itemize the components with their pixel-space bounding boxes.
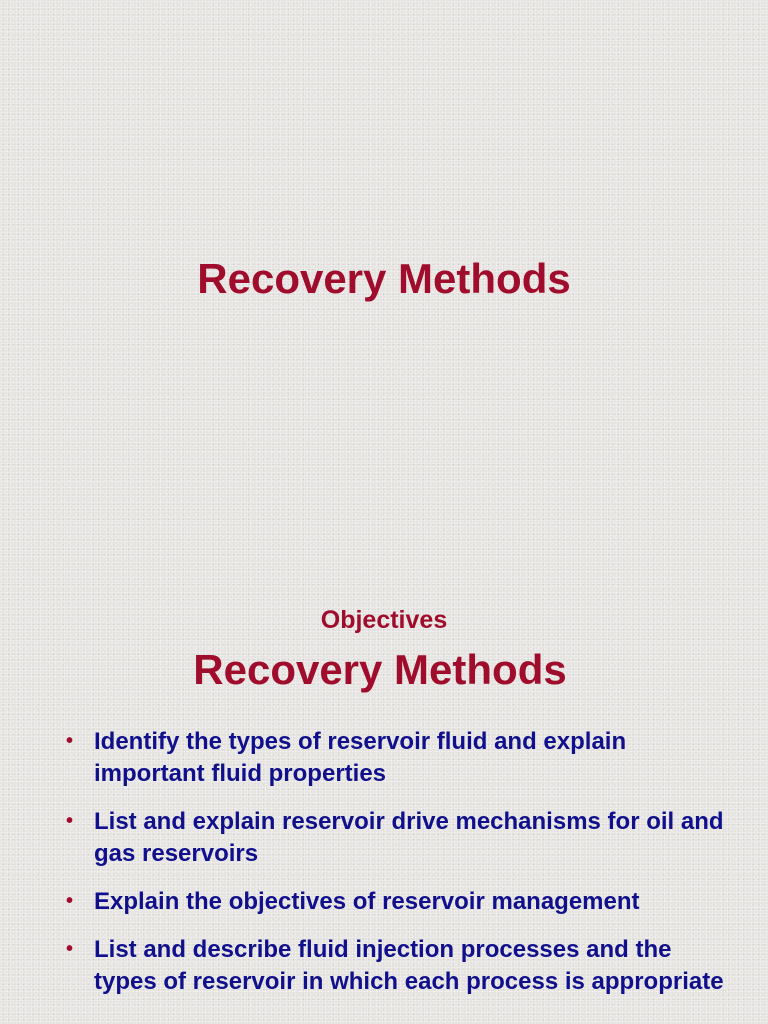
slide-objectives xyxy=(0,576,768,1024)
list-item xyxy=(64,934,724,998)
bullet-text: List and describe fluid injection processes and the types of reservoir in which each process is appropriate xyxy=(94,936,724,995)
list-item xyxy=(64,886,724,918)
list-item xyxy=(64,726,724,790)
page-title: Recovery Methods xyxy=(197,255,571,302)
bullet-icon: • xyxy=(66,890,74,912)
bullet-icon: • xyxy=(66,938,74,960)
bullet-icon: • xyxy=(66,730,74,752)
objectives-list xyxy=(64,726,724,1014)
bullet-text: Identify the types of reservoir fluid and explain important fluid properties xyxy=(94,728,627,787)
list-item xyxy=(64,806,724,870)
bullet-text: Explain the objectives of reservoir management xyxy=(94,888,640,915)
section-subtitle: Objectives xyxy=(320,606,448,634)
bullet-text: List and explain reservoir drive mechanisms for oil and gas reservoirs xyxy=(94,808,724,867)
slide-title-heading: Recovery Methods xyxy=(193,646,567,693)
bullet-icon: • xyxy=(66,810,74,832)
